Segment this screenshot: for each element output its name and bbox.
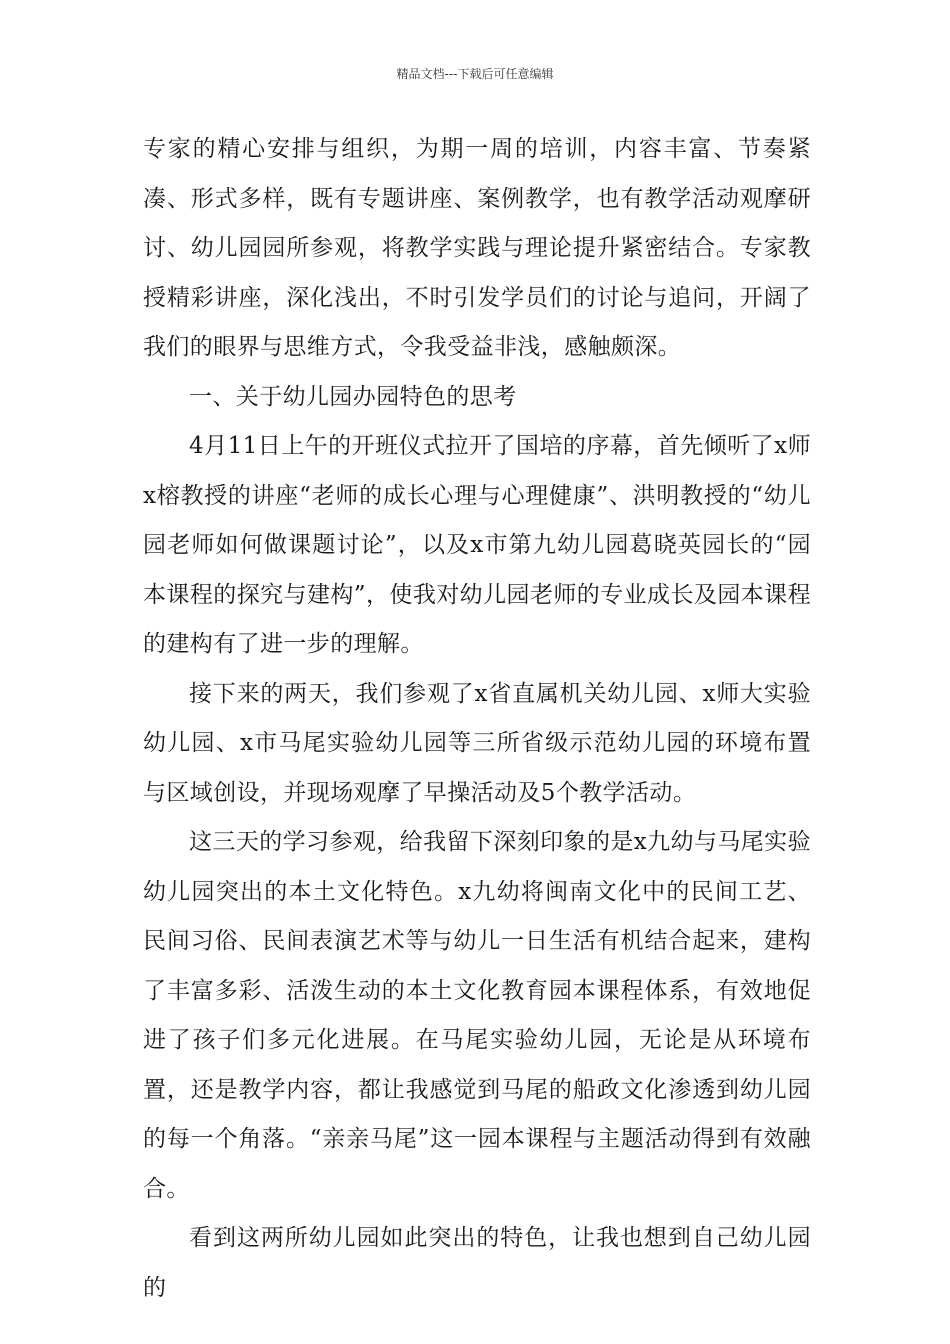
paragraph-opening-ceremony: 4月11日上午的开班仪式拉开了国培的序幕，首先倾听了x师x榕教授的讲座“老师的成长心理与心理健康”、洪明教授的“幼儿园老师如何做课题讨论”，以及x市第九幼儿园葛晓英园长的“园本课程的探究与建构”，使我对幼儿园老师的专业成长及园本课程的建构有了进一步的理解。 bbox=[143, 433, 811, 657]
page-header: 精品文档---下载后可任意编辑 bbox=[396, 67, 554, 81]
paragraph-reflection: 看到这两所幼儿园如此突出的特色，让我也想到自己幼儿园的 bbox=[143, 1225, 811, 1301]
paragraph-kindergarten-visits: 接下来的两天，我们参观了x省直属机关幼儿园、x师大实验幼儿园、x市马尾实验幼儿园等三所省级示范幼儿园的环境布置与区域创设，并现场观摩了早操活动及5个教学活动。 bbox=[143, 680, 811, 806]
paragraph-local-culture: 这三天的学习参观，给我留下深刻印象的是x九幼与马尾实验幼儿园突出的本土文化特色。x九幼将闽南文化中的民间工艺、民间习俗、民间表演艺术等与幼儿一日生活有机结合起来，建构了丰富多彩、活泼生动的本土文化教育园本课程体系，有效地促进了孩子们多元化进展。在马尾实验幼儿园，无论是从环境布置，还是教学内容，都让我感觉到马尾的船政文化渗透到幼儿园的每一个角落。“亲亲马尾”这一园本课程与主题活动得到有效融合。 bbox=[143, 829, 811, 1202]
document-body bbox=[143, 125, 811, 1313]
paragraph-training-overview: 专家的精心安排与组织，为期一周的培训，内容丰富、节奏紧凑、形式多样，既有专题讲座、案例教学，也有教学活动观摩研讨、幼儿园园所参观，将教学实践与理论提升紧密结合。专家教授精彩讲座，深化浅出，不时引发学员们的讨论与追问，开阔了我们的眼界与思维方式，令我受益非浅，感触颇深。 bbox=[143, 136, 811, 360]
section-heading: 一、关于幼儿园办园特色的思考 bbox=[189, 383, 517, 410]
